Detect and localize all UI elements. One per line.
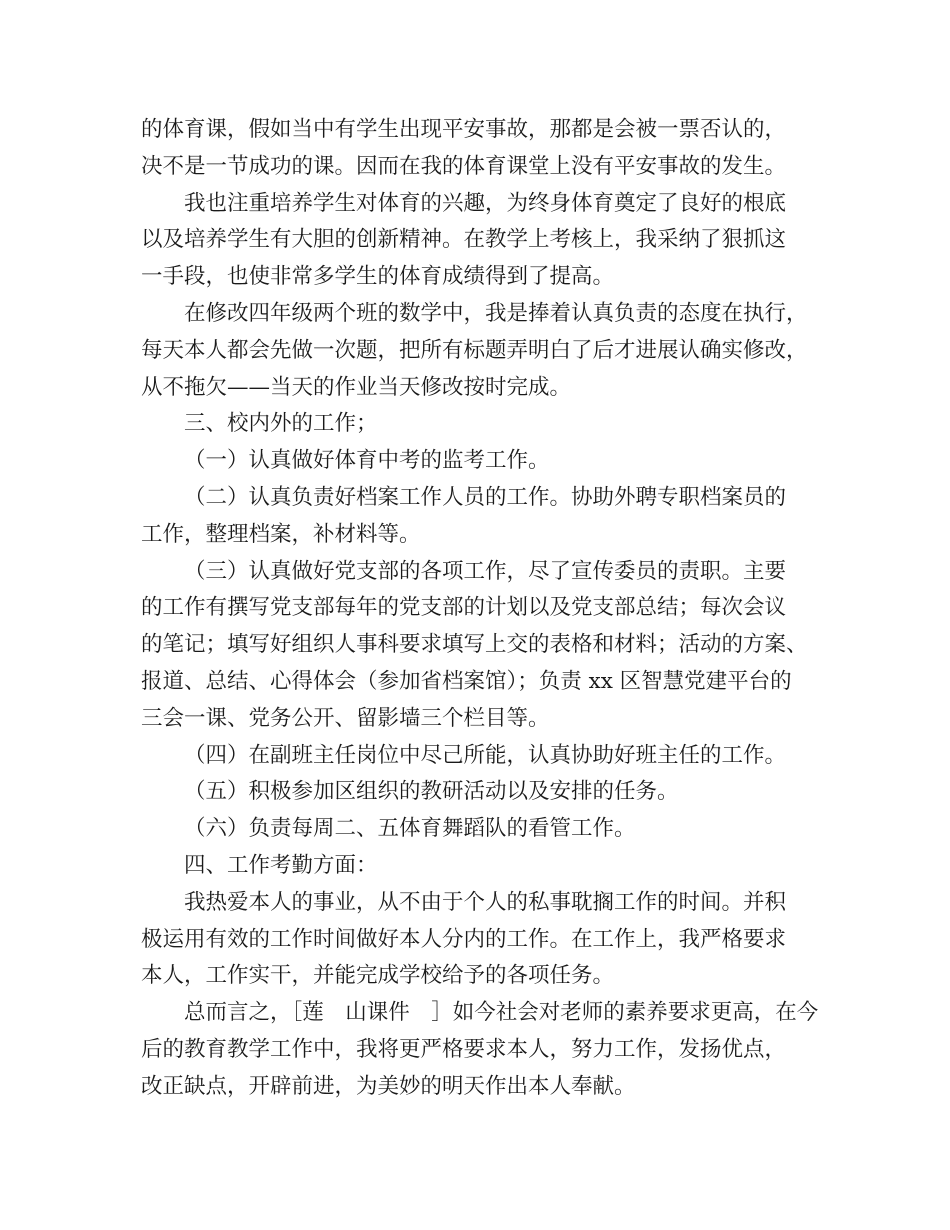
text-line: 每天本人都会先做一次题，把所有标题弄明白了后才进展认确实修改， xyxy=(141,337,808,363)
text-line: 一手段，也使非常多学生的体育成绩得到了提高。 xyxy=(141,264,615,290)
text-line: 的笔记；填写好组织人事科要求填写上交的表格和材料；活动的方案、 xyxy=(141,632,808,658)
text-line: 改正缺点，开辟前进，为美妙的明天作出本人奉献。 xyxy=(141,1073,636,1099)
text-line: 总而言之，［莲 山课件 ］如今社会对老师的素养要求更高，在今 xyxy=(184,1000,819,1026)
paragraph-2 xyxy=(141,186,831,296)
text-line: （四）在副班主任岗位中尽己所能，认真协助好班主任的工作。 xyxy=(184,742,787,768)
text-line: 四、工作考勤方面： xyxy=(184,852,378,878)
text-line: 以及培养学生有大胆的创新精神。在教学上考核上，我采纳了狠抓这 xyxy=(141,227,787,253)
list-item-4 xyxy=(141,738,831,775)
list-item-3 xyxy=(141,554,831,738)
paragraph-attendance xyxy=(141,885,831,995)
text-line: 在修改四年级两个班的数学中，我是捧着认真负责的态度在执行， xyxy=(184,300,808,326)
text-line: 本人，工作实干，并能完成学校给予的各项任务。 xyxy=(141,963,615,989)
text-line: （三）认真做好党支部的各项工作，尽了宣传委员的责职。主要 xyxy=(184,558,787,584)
text-line: （二）认真负责好档案工作人员的工作。协助外聘专职档案员的 xyxy=(184,484,787,510)
text-line: 工作，整理档案，补材料等。 xyxy=(141,521,421,547)
text-line: 报道、总结、心得体会（参加省档案馆）；负责 xx 区智慧党建平台的 xyxy=(141,668,792,694)
paragraph-3 xyxy=(141,296,831,406)
list-item-6 xyxy=(141,811,831,848)
paragraph-conclusion xyxy=(141,995,831,1105)
list-item-5 xyxy=(141,774,831,811)
text-line: 三会一课、党务公开、留影墙三个栏目等。 xyxy=(141,705,550,731)
document-body xyxy=(141,112,831,1106)
text-line: 从不拖欠——当天的作业当天修改按时完成。 xyxy=(141,374,572,400)
text-line: （五）积极参加区组织的教研活动以及安排的任务。 xyxy=(184,779,679,805)
text-line: （六）负责每周二、五体育舞蹈队的看管工作。 xyxy=(184,816,636,842)
text-line: 我也注重培养学生对体育的兴趣，为终身体育奠定了良好的根底 xyxy=(184,190,787,216)
text-line: 的体育课，假如当中有学生出现平安事故，那都是会被一票否认的， xyxy=(141,117,787,142)
text-line: 三、校内外的工作； xyxy=(184,411,378,437)
text-line: 的工作有撰写党支部每年的党支部的计划以及党支部总结；每次会议 xyxy=(141,595,787,621)
text-line: 后的教育教学工作中，我将更严格要求本人，努力工作，发扬优点， xyxy=(141,1036,787,1062)
text-line: 我热爱本人的事业，从不由于个人的私事耽搁工作的时间。并积 xyxy=(184,889,787,915)
paragraph-1 xyxy=(141,112,831,186)
text-line: 决不是一节成功的课。因而在我的体育课堂上没有平安事故的发生。 xyxy=(141,153,787,179)
section-heading-4 xyxy=(141,848,831,885)
list-item-1 xyxy=(141,443,831,480)
list-item-2 xyxy=(141,480,831,554)
text-line: （一）认真做好体育中考的监考工作。 xyxy=(184,448,550,474)
text-line: 极运用有效的工作时间做好本人分内的工作。在工作上，我严格要求 xyxy=(141,926,787,952)
section-heading-3 xyxy=(141,406,831,443)
